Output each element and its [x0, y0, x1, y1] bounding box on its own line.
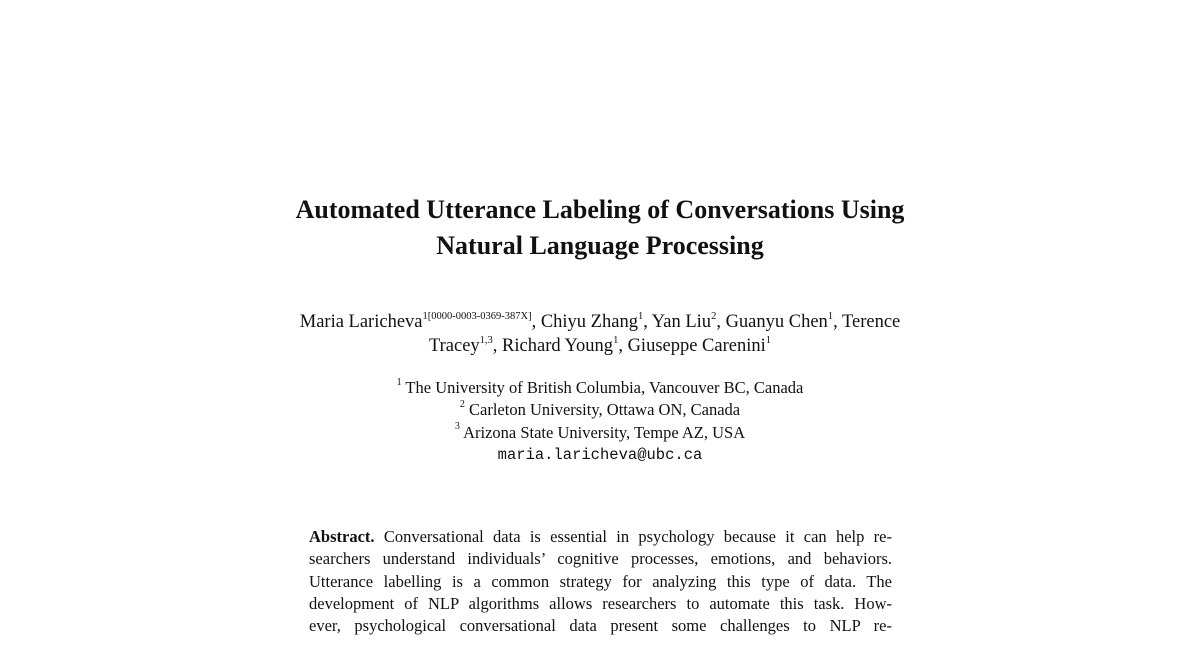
author-name: Maria Laricheva	[299, 312, 423, 332]
author-affiliation-mark: 1[0000-0003-0369-387X]	[422, 310, 532, 322]
author-name: , Terence	[833, 312, 901, 332]
author-affiliation-mark: 1	[613, 334, 619, 346]
author-affiliation-mark: 1	[637, 310, 644, 322]
author-name: , Chiyu Zhang	[531, 312, 638, 332]
affiliation-text: The University of British Columbia, Vancouver BC, Canada	[401, 378, 804, 397]
author-affiliation-mark: 1	[827, 310, 834, 322]
author-list	[0, 310, 1200, 358]
affiliation-text: Arizona State University, Tempe AZ, USA	[459, 422, 746, 442]
abstract-line-1	[309, 526, 892, 548]
title-line-1: Automated Utterance Labeling of Conversations Using	[295, 195, 905, 224]
contact-email[interactable]: maria.laricheva@ubc.ca	[497, 445, 703, 464]
paper-title	[0, 192, 1200, 264]
author-line-1	[0, 310, 1200, 334]
abstract	[309, 526, 892, 637]
abstract-text: Conversational data is essential in psychology because it can help re-	[374, 527, 892, 546]
author-affiliation-mark: 1,3	[479, 334, 493, 346]
abstract-heading: Abstract.	[309, 527, 375, 546]
author-name: Tracey	[428, 336, 480, 356]
affiliation-3	[0, 422, 1200, 444]
affiliation-number: 1	[396, 376, 402, 388]
affiliation-number: 3	[454, 421, 460, 433]
author-name: , Guanyu Chen	[716, 312, 828, 332]
author-name: , Giuseppe Carenini	[618, 336, 766, 356]
affiliation-text: Carleton University, Ottawa ON, Canada	[464, 400, 741, 420]
affiliation-number: 2	[459, 398, 465, 410]
affiliation-1	[0, 377, 1200, 399]
author-name: , Yan Liu	[643, 312, 712, 332]
affiliation-2	[0, 399, 1200, 421]
abstract-line-3: Utterance labelling is a common strategy for analyzing this type of data. The	[309, 571, 892, 591]
author-affiliation-mark: 1	[765, 334, 772, 346]
author-line-2	[0, 334, 1200, 358]
abstract-line-4: development of NLP algorithms allows researchers to automate this task. How-	[309, 593, 892, 613]
author-affiliation-mark: 2	[711, 310, 717, 322]
author-name: , Richard Young	[492, 336, 614, 356]
abstract-line-5: ever, psychological conversational data present some challenges to NLP re-	[309, 616, 892, 636]
affiliation-list	[0, 377, 1200, 466]
abstract-line-2: searchers understand individuals’ cognitive processes, emotions, and behaviors.	[309, 549, 892, 569]
title-line-2: Natural Language Processing	[436, 231, 764, 260]
